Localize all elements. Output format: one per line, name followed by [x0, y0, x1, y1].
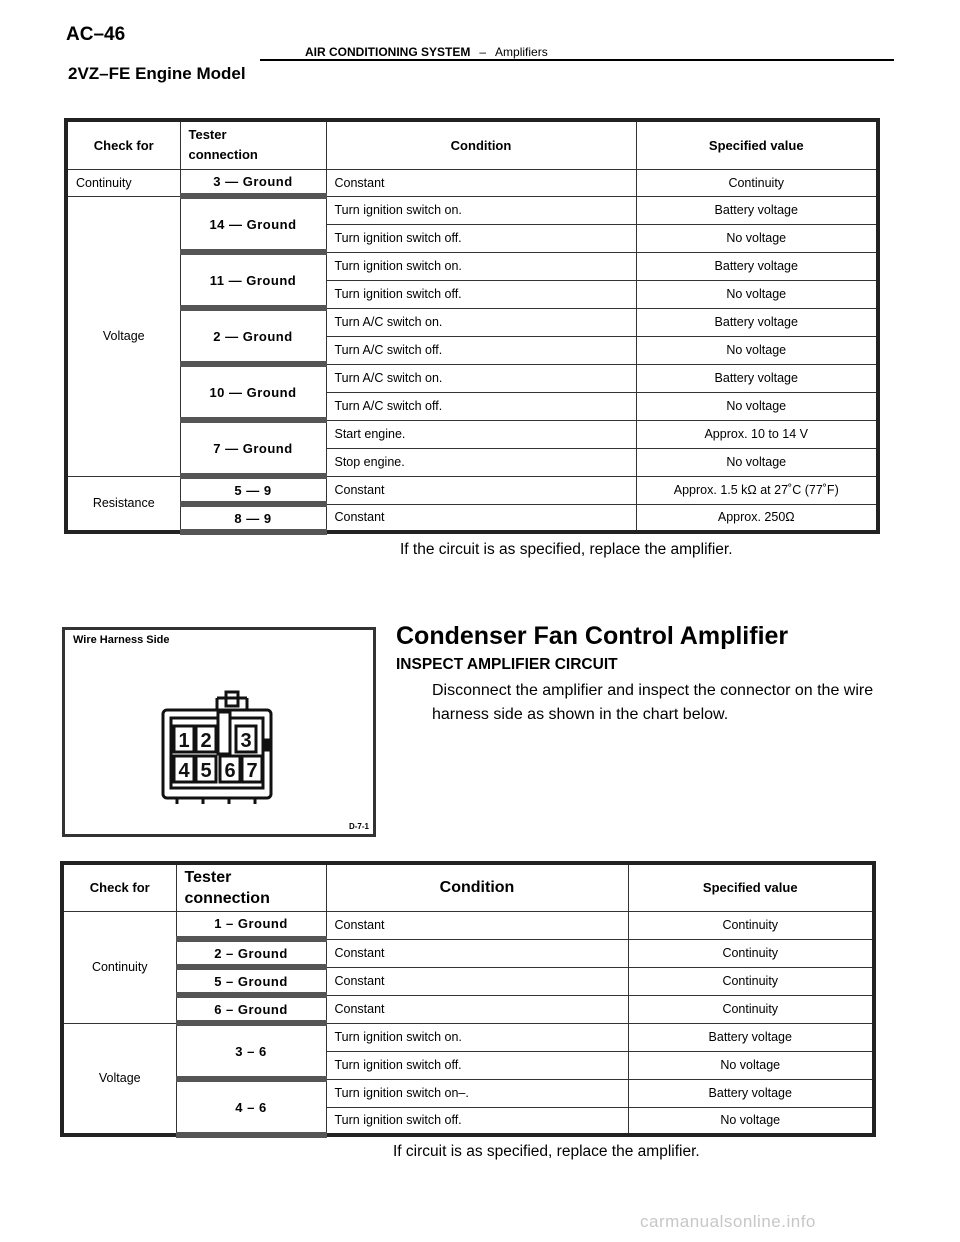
- header-tester-line2: connection: [188, 147, 258, 163]
- condition-cell: Turn A/C switch on.: [326, 364, 636, 392]
- table-row: [62, 1079, 874, 1107]
- header-specified-value: Specified value: [628, 863, 874, 911]
- condition-cell: Turn A/C switch on.: [326, 308, 636, 336]
- tester-connection: 8 — 9: [180, 504, 326, 532]
- condition-cell: Turn ignition switch off.: [326, 280, 636, 308]
- tester-connection: 1 – Ground: [176, 911, 326, 939]
- replace-amplifier-note-1: If the circuit is as specified, replace the amplifier.: [400, 541, 733, 558]
- tester-connection: 5 — 9: [180, 476, 326, 504]
- condition-cell: Constant: [326, 476, 636, 504]
- condition-cell: Stop engine.: [326, 448, 636, 476]
- header-condition: Condition: [326, 863, 628, 911]
- condition-cell: Constant: [326, 939, 628, 967]
- pin-label: 1: [178, 730, 190, 752]
- condition-cell: Turn ignition switch off.: [326, 224, 636, 252]
- table-row: [62, 911, 874, 939]
- table-row: [66, 252, 878, 280]
- specified-value-cell: No voltage: [636, 280, 878, 308]
- specified-value-cell: Battery voltage: [636, 308, 878, 336]
- specified-value-cell: Battery voltage: [628, 1079, 874, 1107]
- group-voltage: Voltage: [62, 1023, 176, 1135]
- header-tester-line2: connection: [184, 889, 270, 907]
- pin-label: 4: [178, 760, 190, 782]
- condition-cell: Turn ignition switch off.: [326, 1051, 628, 1079]
- group-continuity: Continuity: [62, 911, 176, 1023]
- table1-header-row: [66, 120, 878, 169]
- condition-cell: Turn ignition switch on.: [326, 252, 636, 280]
- pin-label: 5: [200, 760, 212, 782]
- amplifier-spec-table-2: [60, 861, 876, 1138]
- specified-value-cell: Continuity: [628, 967, 874, 995]
- condition-cell: Turn ignition switch on.: [326, 196, 636, 224]
- specified-value-cell: Continuity: [628, 995, 874, 1023]
- condition-cell: Constant: [326, 504, 636, 532]
- tester-connection: 11 — Ground: [180, 252, 326, 308]
- amplifier-spec-table-1: [64, 118, 880, 535]
- subsection-title: Amplifiers: [495, 45, 548, 59]
- condition-cell: Constant: [326, 911, 628, 939]
- header-specified-value: Specified value: [636, 120, 878, 169]
- tester-connection: 14 — Ground: [180, 196, 326, 252]
- condition-cell: Constant: [326, 995, 628, 1023]
- condition-cell: Constant: [326, 169, 636, 196]
- specified-value-cell: No voltage: [636, 336, 878, 364]
- specified-value-cell: Battery voltage: [636, 252, 878, 280]
- header-separator: –: [479, 45, 487, 59]
- group-continuity: Continuity: [66, 169, 180, 196]
- connector-figure: [62, 627, 376, 837]
- tester-connection: 2 — Ground: [180, 308, 326, 364]
- specified-value-cell: No voltage: [636, 392, 878, 420]
- tester-connection: 10 — Ground: [180, 364, 326, 420]
- table-row: [62, 1023, 874, 1051]
- section-title: AIR CONDITIONING SYSTEM: [305, 45, 471, 59]
- condition-cell: Turn ignition switch off.: [326, 1107, 628, 1135]
- specified-value-cell: Approx. 10 to 14 V: [636, 420, 878, 448]
- specified-value-cell: Approx. 250Ω: [636, 504, 878, 532]
- table-row: [66, 476, 878, 504]
- pin-label: 7: [246, 760, 258, 782]
- table-row: [62, 995, 874, 1023]
- specified-value-cell: No voltage: [628, 1051, 874, 1079]
- table-row: [66, 169, 878, 196]
- condition-cell: Turn A/C switch off.: [326, 336, 636, 364]
- header-tester-connection: [176, 863, 326, 911]
- pin-label: 3: [240, 730, 252, 752]
- procedure-subheading: INSPECT AMPLIFIER CIRCUIT: [396, 656, 618, 673]
- tester-connection: 3 — Ground: [180, 169, 326, 196]
- tester-connection: 7 — Ground: [180, 420, 326, 476]
- figure-caption: Wire Harness Side: [73, 634, 170, 646]
- condition-cell: Constant: [326, 967, 628, 995]
- tester-connection: 5 – Ground: [176, 967, 326, 995]
- specified-value-cell: Continuity: [628, 911, 874, 939]
- header-condition: Condition: [326, 120, 636, 169]
- table-row: [66, 364, 878, 392]
- engine-model-heading: 2VZ–FE Engine Model: [68, 64, 246, 83]
- table-row: [66, 308, 878, 336]
- header-check-for: Check for: [62, 863, 176, 911]
- table2-header-row: [62, 863, 874, 911]
- specified-value-cell: Battery voltage: [628, 1023, 874, 1051]
- specified-value-cell: No voltage: [636, 224, 878, 252]
- condition-cell: Turn A/C switch off.: [326, 392, 636, 420]
- page-number: AC–46: [66, 24, 126, 45]
- condition-cell: Turn ignition switch on.: [326, 1023, 628, 1051]
- header-tester-line1: Tester: [184, 868, 232, 886]
- figure-code: D-7-1: [348, 822, 369, 831]
- header-tester-line1: Tester: [188, 127, 227, 143]
- group-resistance: Resistance: [66, 476, 180, 532]
- specified-value-cell: Continuity: [636, 169, 878, 196]
- table-row: [62, 967, 874, 995]
- table-row: [66, 420, 878, 448]
- specified-value-cell: Continuity: [628, 939, 874, 967]
- tester-connection: 3 – 6: [176, 1023, 326, 1079]
- header-tester-connection: [180, 120, 326, 169]
- site-watermark: carmanualsonline.info: [640, 1212, 816, 1231]
- pin-label: 2: [200, 730, 212, 752]
- table-row: [66, 196, 878, 224]
- section-heading: Condenser Fan Control Amplifier: [396, 622, 789, 650]
- specified-value-cell: No voltage: [628, 1107, 874, 1135]
- header-rule: [260, 59, 894, 61]
- tester-connection: 4 – 6: [176, 1079, 326, 1135]
- header-check-for: Check for: [66, 120, 180, 169]
- tester-connection: 2 – Ground: [176, 939, 326, 967]
- replace-amplifier-note-2: If circuit is as specified, replace the amplifier.: [393, 1143, 700, 1160]
- section-header: [305, 45, 548, 59]
- pin-label: 6: [224, 760, 236, 782]
- tester-connection: 6 – Ground: [176, 995, 326, 1023]
- table-row: [66, 504, 878, 532]
- specified-value-cell: Battery voltage: [636, 196, 878, 224]
- table-row: [62, 939, 874, 967]
- condition-cell: Start engine.: [326, 420, 636, 448]
- specified-value-cell: Battery voltage: [636, 364, 878, 392]
- condition-cell: Turn ignition switch on–.: [326, 1079, 628, 1107]
- group-voltage: Voltage: [66, 196, 180, 476]
- instruction-text: Disconnect the amplifier and inspect the connector on the wire harness side as shown in the chart below.: [432, 682, 874, 723]
- specified-value-cell: Approx. 1.5 kΩ at 27˚C (77˚F): [636, 476, 878, 504]
- specified-value-cell: No voltage: [636, 448, 878, 476]
- connector-diagram-icon: [65, 630, 373, 834]
